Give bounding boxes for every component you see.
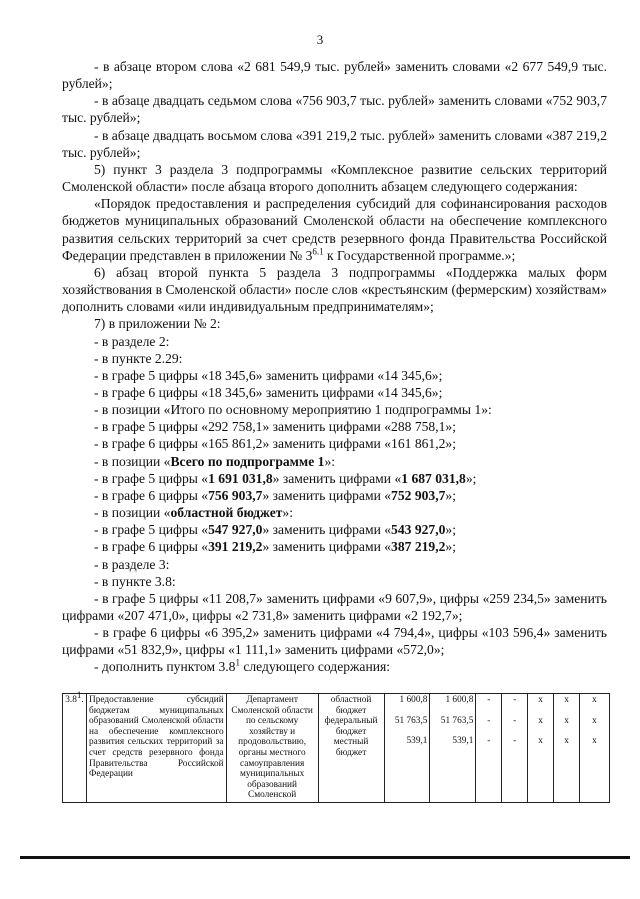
bold-value: 1 687 031,8 xyxy=(401,470,466,486)
col7-value: - xyxy=(487,695,491,705)
text-segment: » заменить цифрами « xyxy=(262,539,392,555)
source-local: местный бюджет xyxy=(333,737,369,758)
col9-value: х xyxy=(538,715,543,726)
text-segment: - в пункте 3.8: xyxy=(94,573,176,589)
text-segment: » заменить цифрами « xyxy=(262,522,392,538)
amendment-paragraph xyxy=(62,590,607,624)
amendment-paragraph xyxy=(62,127,607,161)
amendment-paragraph xyxy=(62,453,607,470)
text-segment: - в графе 6 цифры «165 861,2» заменить цифрами «161 861,2»; xyxy=(94,436,456,452)
document-body xyxy=(62,58,607,676)
column-5-cell xyxy=(384,694,430,803)
bold-value: 547 927,0 xyxy=(208,522,263,538)
text-segment: - в абзаце втором слова «2 681 549,9 тыс. рублей» заменить словами «2 677 549,9 тыс. рублей»; xyxy=(62,59,607,92)
text-segment: - в графе 5 цифры « xyxy=(94,470,209,486)
text-segment: - в графе 5 цифры « xyxy=(94,522,209,538)
amendment-paragraph xyxy=(62,418,607,435)
text-segment: - в пункте 2.29: xyxy=(94,350,183,366)
superscript: 6.1 xyxy=(312,246,324,257)
text-segment: - дополнить пунктом 3.8 xyxy=(94,659,236,675)
col7-value: - xyxy=(487,715,491,726)
col10-value: х xyxy=(564,695,569,705)
amendment-paragraph xyxy=(62,435,607,452)
amendment-paragraph xyxy=(62,538,607,555)
col9-value: х xyxy=(538,695,543,705)
text-segment: следующего содержания: xyxy=(239,659,391,675)
bold-value: Всего по подпрограмме 1 xyxy=(170,453,325,469)
amendment-paragraph xyxy=(62,504,607,521)
amendment-paragraph xyxy=(62,470,607,487)
col7-value: - xyxy=(487,736,491,747)
source-federal: федеральный бюджет xyxy=(324,716,378,737)
bold-value: 387 219,2 xyxy=(391,539,446,555)
column-6-cell xyxy=(430,694,476,803)
amendment-paragraph xyxy=(62,624,607,658)
amendment-paragraph xyxy=(62,556,607,573)
text-segment: 5) пункт 3 раздела 3 подпрограммы «Комплексное развитие сельских территорий Смоленской области» после абзаца второго дополнить абзацем следующего содержания: xyxy=(62,161,607,195)
amendment-paragraph xyxy=(62,92,607,126)
amendment-paragraph xyxy=(62,195,607,264)
amendment-paragraph xyxy=(62,658,607,675)
text-segment: - в графе 6 цифры « xyxy=(94,487,209,503)
amendment-paragraph xyxy=(62,401,607,418)
column-7-cell xyxy=(476,694,502,803)
bold-value: 756 903,7 xyxy=(208,487,263,503)
item-name-cell: Предоставление субсидий бюджетам муниципальных образований Смоленской области на обеспечение комплексного развития сельских территорий за счет средств резервного фонда Правительства Российской Федерации xyxy=(86,694,226,803)
col5-value: 1 600,8 xyxy=(399,695,428,705)
col11-value: х xyxy=(592,695,597,705)
bold-value: 391 219,2 xyxy=(208,539,263,555)
text-segment: - в графе 6 цифры «6 395,2» заменить цифрами «4 794,4», цифры «103 596,4» заменить цифрами «51 832,9», цифры «1 111,1» заменить цифрами «572,0»; xyxy=(62,625,607,658)
amendment-paragraph xyxy=(62,161,607,195)
funding-source-cell xyxy=(318,694,384,803)
col10-value: х xyxy=(564,715,569,726)
page-number: 3 xyxy=(316,32,324,47)
amendment-paragraph xyxy=(62,367,607,384)
text-segment: - в разделе 3: xyxy=(94,556,170,572)
text-segment: - в графе 5 цифры «292 758,1» заменить цифрами «288 758,1»; xyxy=(94,419,456,435)
text-segment: - в разделе 2: xyxy=(94,333,170,349)
amendment-paragraph xyxy=(62,264,607,315)
superscript: 1 xyxy=(235,657,240,668)
amendment-paragraph xyxy=(62,350,607,367)
amendment-paragraph xyxy=(62,384,607,401)
amendment-paragraph xyxy=(62,573,607,590)
col10-value: х xyxy=(564,736,569,747)
bold-value: 752 903,7 xyxy=(391,487,446,503)
text-segment: - в графе 5 цифры «18 345,6» заменить цифрами «14 345,6»; xyxy=(94,367,443,383)
item-number-cell: $3.8^1$. xyxy=(63,694,87,803)
column-10-cell xyxy=(554,694,580,803)
text-segment: »: xyxy=(324,453,336,469)
column-8-cell xyxy=(502,694,528,803)
text-segment: »; xyxy=(445,539,456,555)
text-segment: к Государственной программе.»; xyxy=(323,247,516,263)
col8-value: - xyxy=(513,695,517,705)
amendment-paragraph xyxy=(62,315,607,332)
column-9-cell xyxy=(528,694,554,803)
source-regional: областной бюджет xyxy=(330,695,372,716)
col6-value: 1 600,8 xyxy=(445,695,474,705)
col11-value: х xyxy=(592,715,597,726)
col6-value: 51 763,5 xyxy=(440,715,474,726)
text-segment: «Порядок предоставления и распределения субсидий для софинансирования расходов бюджетов муниципальных образований Смоленской области на обеспечение комплексного развития сельских территорий за счет средств резервного фонда Правительства Российской Федерации представлен в приложении № 3 xyxy=(62,196,607,263)
text-segment: - в графе 6 цифры «18 345,6» заменить цифрами «14 345,6»; xyxy=(94,384,443,400)
text-segment: »; xyxy=(445,522,456,538)
table-row xyxy=(63,694,610,803)
bottom-rule xyxy=(20,856,630,859)
bold-value: 543 927,0 xyxy=(391,522,446,538)
text-segment: - в абзаце двадцать восьмом слова «391 219,2 тыс. рублей» заменить словами «387 219,2 тыс. рублей»; xyxy=(62,127,607,160)
text-segment: »: xyxy=(282,505,293,521)
text-segment: - в графе 5 цифры «11 208,7» заменить цифрами «9 607,9», цифры «259 234,5» заменить цифрами «207 471,0», цифры «2 731,8» заменить цифрами «2 192,7»; xyxy=(62,590,607,623)
amendment-paragraph xyxy=(62,333,607,350)
text-segment: » заменить цифрами « xyxy=(262,487,392,503)
bold-value: 1 691 031,8 xyxy=(208,470,273,486)
text-segment: - в позиции «Итого по основному мероприятию 1 подпрограммы 1»: xyxy=(94,402,492,418)
col11-value: х xyxy=(592,736,597,747)
col5-value: 539,1 xyxy=(406,736,428,747)
amendment-table xyxy=(62,690,610,803)
column-11-cell xyxy=(580,694,610,803)
text-segment: - в абзаце двадцать седьмом слова «756 903,7 тыс. рублей» заменить словами «752 903,7 тыс. рублей»; xyxy=(62,93,607,126)
col9-value: х xyxy=(538,736,543,747)
amendment-paragraph xyxy=(62,487,607,504)
text-segment: - в графе 6 цифры « xyxy=(94,539,209,555)
text-segment: - в позиции « xyxy=(94,453,171,469)
text-segment: 7) в приложении № 2: xyxy=(94,316,221,332)
text-segment: 6) абзац второй пункта 5 раздела 3 подпрограммы «Поддержка малых форм хозяйствования в Смоленской области» после слов «крестьянским (фермерским) хозяйствам» дополнить словами «или индивидуальным предпринимателям»; xyxy=(62,264,607,315)
text-segment: - в позиции « xyxy=(94,505,171,521)
col8-value: - xyxy=(513,715,517,726)
text-segment: »; xyxy=(465,470,477,486)
amendment-paragraph xyxy=(62,521,607,538)
text-segment: » заменить цифрами « xyxy=(272,470,402,486)
amendment-paragraph xyxy=(62,58,607,92)
col8-value: - xyxy=(513,736,517,747)
col5-value: 51 763,5 xyxy=(394,715,428,726)
bold-value: областной бюджет xyxy=(170,505,283,521)
executor-cell: Департамент Смоленской области по сельскому хозяйству и продовольствию, органы местного самоуправления муниципальных образований Смоленской xyxy=(226,694,318,803)
col6-value: 539,1 xyxy=(452,736,474,747)
text-segment: »; xyxy=(445,487,456,503)
